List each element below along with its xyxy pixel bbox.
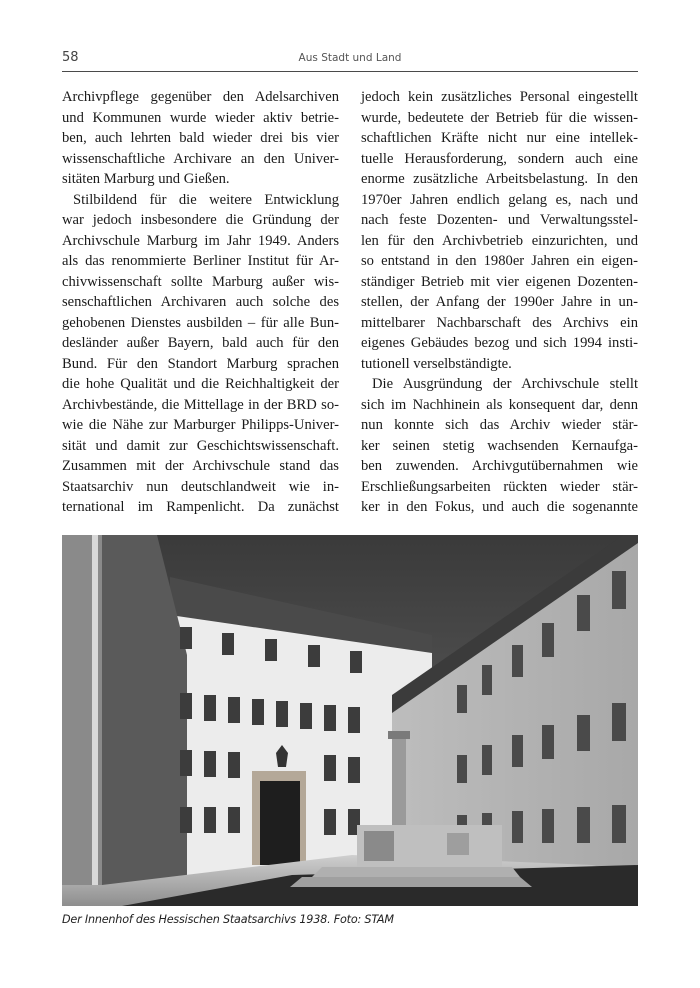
text-line: desländer außer Bayern, bald auch für den xyxy=(62,335,339,351)
text-line: nun konnte sich das Archiv wieder stär- xyxy=(361,417,638,433)
text-line: ker in den Fokus, und auch die sogenannte xyxy=(361,499,638,515)
text-line: sität und damit zur Geschichtswissenschaft. xyxy=(62,437,339,454)
text-line: war jedoch insbesondere die Gründung der xyxy=(62,212,339,228)
text-line: ternational im Rampenlicht. Da zunächst xyxy=(62,499,339,515)
text-line: tuelle Herausforderung, sondern auch eine xyxy=(361,150,638,167)
text-line: Bund. Für den Standort Marburg sprachen xyxy=(62,355,339,372)
text-line: len für den Archivbetrieb einzurichten, und xyxy=(361,232,638,249)
text-line: Archivbestände, die Mittellage in der BRD so- xyxy=(62,396,339,413)
text-line: mittelbarer Nachbarschaft des Archivs ein xyxy=(361,314,638,331)
page-number: 58 xyxy=(62,50,79,65)
text-line: wurde, bedeutete der Betrieb für die wissen- xyxy=(361,109,638,126)
text-line: ständiger Betrieb mit vier eigenen Dozenten- xyxy=(361,273,638,290)
text-line: jedoch kein zusätzliches Personal eingestellt xyxy=(361,89,638,105)
header-rule xyxy=(62,71,638,72)
text-line: ben, auch lehrten bald wieder drei bis vier xyxy=(62,130,339,146)
text-line: ker seinen stetig wachsenden Kernaufga- xyxy=(361,437,638,454)
text-line: 1970er Jahren endlich gelang es, nach und xyxy=(361,191,638,208)
text-line: wissenschaftliche Archivare an den Univer- xyxy=(62,150,339,167)
right-column xyxy=(361,87,638,518)
text-line: nach feste Dozenten- und Verwaltungsstel- xyxy=(361,212,638,228)
text-line: sitäten Marburg und Gießen. xyxy=(62,171,230,187)
text-line: Archivschule Marburg im Jahr 1949. Anders xyxy=(62,232,339,249)
text-line: Archivpflege gegenüber den Adelsarchiven xyxy=(62,89,339,105)
text-line: schaftlichen Kräfte nicht nur eine intellek- xyxy=(361,130,638,146)
text-line: eigenes Gebäudes bezog und sich 1994 insti- xyxy=(361,335,638,351)
text-line: wie die Nähe zur Marburger Philipps-Univer- xyxy=(62,417,339,433)
text-line: sich im Nachhinein als konsequent dar, denn xyxy=(361,396,638,413)
text-line: Staatsarchiv nun deutschlandweit wie in- xyxy=(62,478,339,495)
text-line: ben zuwenden. Archivgutübernahmen wie xyxy=(361,458,638,474)
text-line: gehobenen Dienstes ausbilden – für alle Bun- xyxy=(62,314,339,331)
running-head xyxy=(62,50,638,70)
text-line: Zusammen mit der Archivschule stand das xyxy=(62,458,339,474)
text-line: so entstand in den 1980er Jahren ein eigen- xyxy=(361,253,638,269)
text-line: chivwissenschaft sollte Marburg außer wis- xyxy=(62,273,339,290)
figure-caption: Der Innenhof des Hessischen Staatsarchivs 1938. Foto: STAM xyxy=(62,913,394,926)
text-line: und Kommunen wurde wieder aktiv betrie- xyxy=(62,109,339,126)
text-line: Erschließungsarbeiten rückten wieder stär- xyxy=(361,478,638,495)
text-line: senschaftlichen Archivaren auch solche des xyxy=(62,294,339,310)
left-column xyxy=(62,87,339,518)
body-text xyxy=(62,87,638,527)
running-title: Aus Stadt und Land xyxy=(298,52,402,64)
text-line: Stilbildend für die weitere Entwicklung xyxy=(73,191,339,208)
text-line: als das renommierte Berliner Institut für Ar- xyxy=(62,253,339,269)
text-line: Die Ausgründung der Archivschule stellt xyxy=(372,376,638,392)
text-line: die hohe Qualität und die Reichhaltigkeit der xyxy=(62,376,339,392)
courtyard-photo xyxy=(62,535,638,906)
text-line: enorme zusätzliche Arbeitsbelastung. In den xyxy=(361,171,638,187)
text-line: stellen, der Anfang der 1990er Jahre in un- xyxy=(361,294,638,310)
text-line: tutionell verselbständigte. xyxy=(361,355,512,372)
